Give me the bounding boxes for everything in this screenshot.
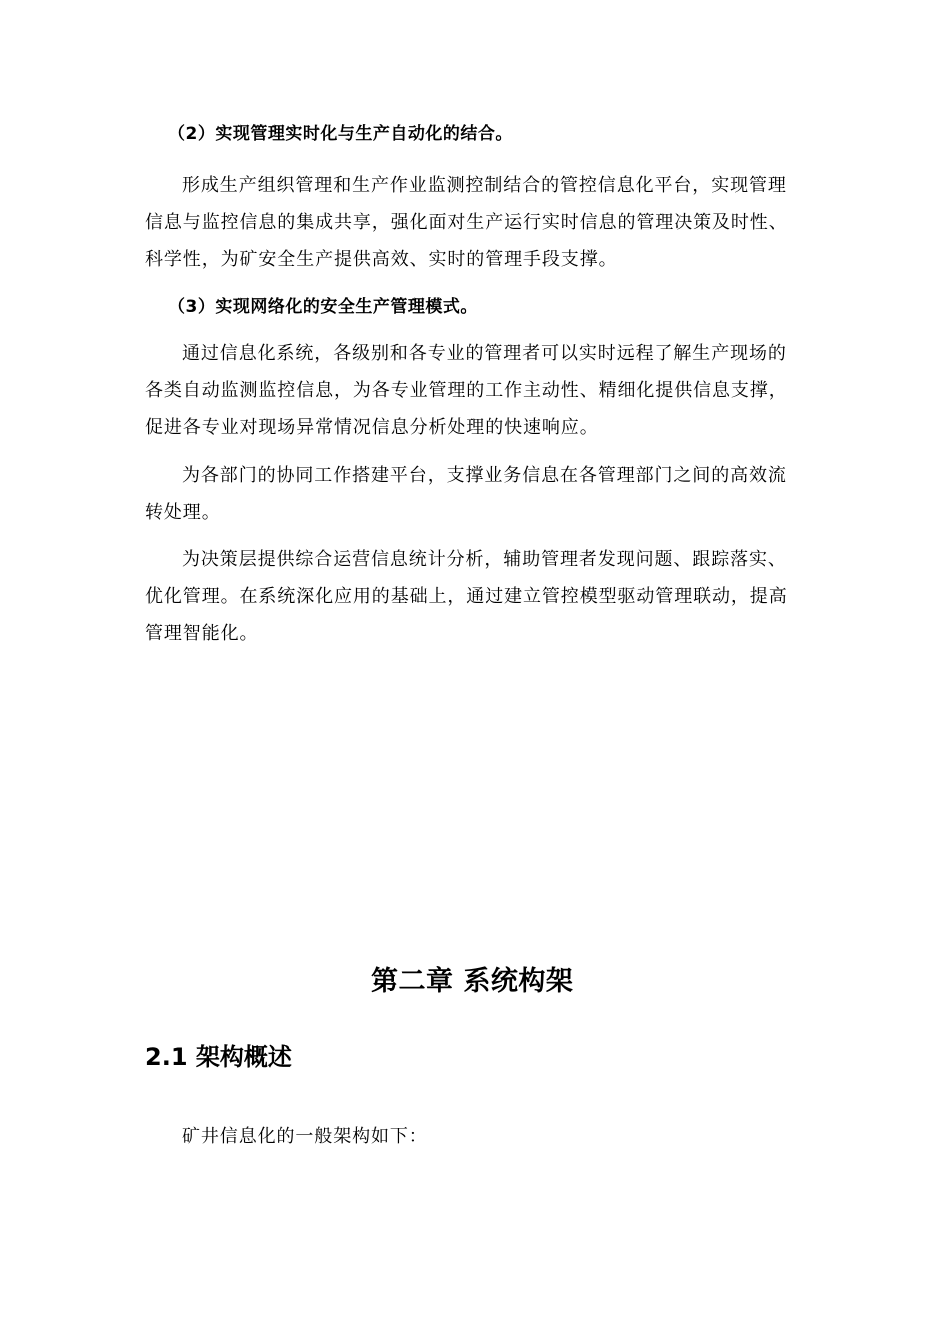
paragraph-2-line-3: 促进各专业对现场异常情况信息分析处理的快速响应。 <box>145 417 599 438</box>
paragraph-3-line-2: 转处理。 <box>145 502 221 523</box>
paragraph-2-line-1: 通过信息化系统，各级别和各专业的管理者可以实时远程了解生产现场的 <box>182 343 787 364</box>
paragraph-4-line-3: 管理智能化。 <box>145 623 259 644</box>
paragraph-4-line-2: 优化管理。在系统深化应用的基础上，通过建立管控模型驱动管理联动，提高 <box>145 586 788 607</box>
chapter-title: 第二章 系统构架 <box>371 966 574 997</box>
paragraph-1-line-2: 信息与监控信息的集成共享，强化面对生产运行实时信息的管理决策及时性、 <box>145 212 788 233</box>
subheading-2: （2）实现管理实时化与生产自动化的结合。 <box>168 124 513 144</box>
paragraph-1-line-3: 科学性，为矿安全生产提供高效、实时的管理手段支撑。 <box>145 249 618 270</box>
paragraph-5: 矿井信息化的一般架构如下： <box>182 1126 428 1147</box>
subheading-3: （3）实现网络化的安全生产管理模式。 <box>168 297 478 317</box>
section-title: 2.1 架构概述 <box>145 1043 292 1071</box>
paragraph-2-line-2: 各类自动监测监控信息，为各专业管理的工作主动性、精细化提供信息支撑， <box>145 380 788 401</box>
paragraph-4-line-1: 为决策层提供综合运营信息统计分析，辅助管理者发现问题、跟踪落实、 <box>182 549 787 570</box>
paragraph-1-line-1: 形成生产组织管理和生产作业监测控制结合的管控信息化平台，实现管理 <box>182 175 787 196</box>
paragraph-3-line-1: 为各部门的协同工作搭建平台，支撑业务信息在各管理部门之间的高效流 <box>182 465 787 486</box>
